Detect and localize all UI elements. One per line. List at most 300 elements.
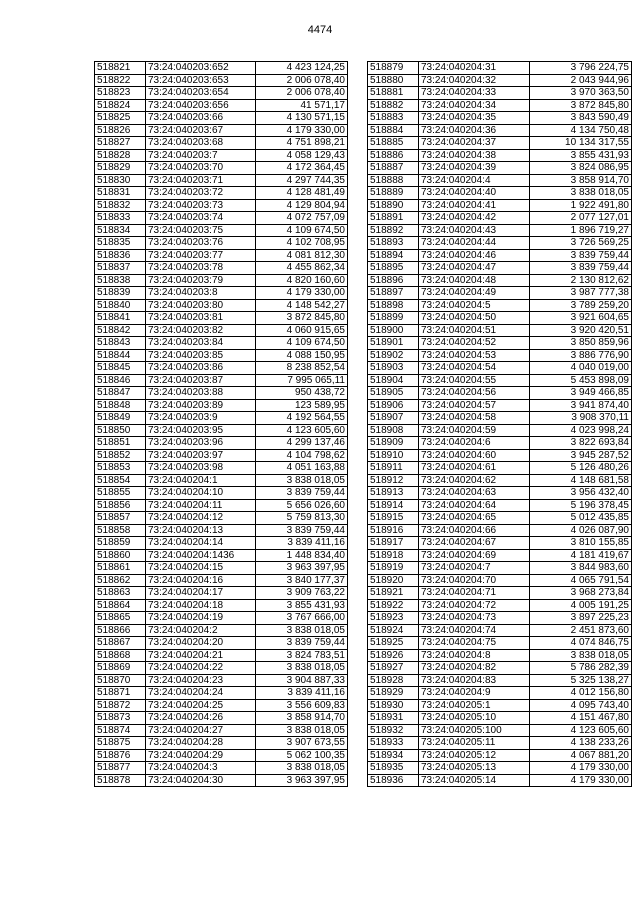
row-number-cell: 518868 [95,649,146,662]
row-number-cell: 518887 [368,162,419,175]
value-cell: 7 995 065,11 [256,374,348,387]
cadastral-number-cell: 73:24:040203:68 [146,137,256,150]
value-cell: 3 767 666,00 [256,612,348,625]
cadastral-number-cell: 73:24:040203:74 [146,212,256,225]
value-cell: 3 968 273,84 [530,587,632,600]
cadastral-number-cell: 73:24:040204:27 [146,724,256,737]
row-number-cell: 518882 [368,99,419,112]
cadastral-number-cell: 73:24:040205:10 [419,712,530,725]
row-number-cell: 518823 [95,87,146,100]
table-row [95,662,348,675]
cadastral-number-cell: 73:24:040204:35 [419,112,530,125]
row-number-cell: 518867 [95,637,146,650]
cadastral-number-cell: 73:24:040203:67 [146,124,256,137]
row-number-cell: 518852 [95,449,146,462]
value-cell: 3 921 604,65 [530,312,632,325]
table-row [95,199,348,212]
table-row [368,212,632,225]
table-row [95,612,348,625]
cadastral-number-cell: 73:24:040204:47 [419,262,530,275]
value-cell: 5 325 138,27 [530,674,632,687]
value-cell: 4 026 087,90 [530,524,632,537]
value-cell: 3 970 363,50 [530,87,632,100]
table-row [368,324,632,337]
value-cell: 3 838 018,05 [530,649,632,662]
row-number-cell: 518853 [95,462,146,475]
value-cell: 4 179 330,00 [256,287,348,300]
row-number-cell: 518911 [368,462,419,475]
value-cell: 5 196 378,45 [530,499,632,512]
table-row [368,99,632,112]
row-number-cell: 518934 [368,749,419,762]
row-number-cell: 518870 [95,674,146,687]
row-number-cell: 518897 [368,287,419,300]
table-row [95,499,348,512]
row-number-cell: 518881 [368,87,419,100]
row-number-cell: 518914 [368,499,419,512]
table-row [368,74,632,87]
cadastral-number-cell: 73:24:040204:21 [146,649,256,662]
cadastral-number-cell: 73:24:040203:73 [146,199,256,212]
value-cell: 3 839 759,44 [530,262,632,275]
table-row [368,662,632,675]
table-row [368,524,632,537]
table-row [368,599,632,612]
table-row [368,749,632,762]
cadastral-number-cell: 73:24:040204:18 [146,599,256,612]
cadastral-number-cell: 73:24:040204:64 [419,499,530,512]
registry-table-right [367,61,632,787]
row-number-cell: 518913 [368,487,419,500]
table-row [368,262,632,275]
row-number-cell: 518838 [95,274,146,287]
table-row [95,449,348,462]
row-number-cell: 518825 [95,112,146,125]
row-number-cell: 518833 [95,212,146,225]
table-row [368,199,632,212]
value-cell: 4 074 846,75 [530,637,632,650]
cadastral-number-cell: 73:24:040204:22 [146,662,256,675]
value-cell: 3 858 914,70 [530,174,632,187]
table-row [95,674,348,687]
value-cell: 4 123 605,60 [256,424,348,437]
cadastral-number-cell: 73:24:040204:30 [146,774,256,787]
value-cell: 4 065 791,54 [530,574,632,587]
value-cell: 4 423 124,25 [256,62,348,75]
row-number-cell: 518873 [95,712,146,725]
value-cell: 3 844 983,60 [530,562,632,575]
row-number-cell: 518876 [95,749,146,762]
cadastral-number-cell: 73:24:040204:41 [419,199,530,212]
table-row [95,537,348,550]
cadastral-number-cell: 73:24:040204:74 [419,624,530,637]
table-row [368,487,632,500]
table-row [368,237,632,250]
table-row [95,312,348,325]
row-number-cell: 518871 [95,687,146,700]
value-cell: 4 109 674,50 [256,337,348,350]
row-number-cell: 518824 [95,99,146,112]
cadastral-number-cell: 73:24:040203:9 [146,412,256,425]
cadastral-number-cell: 73:24:040204:29 [146,749,256,762]
row-number-cell: 518928 [368,674,419,687]
row-number-cell: 518935 [368,762,419,775]
table-row [95,337,348,350]
row-number-cell: 518858 [95,524,146,537]
row-number-cell: 518895 [368,262,419,275]
row-number-cell: 518910 [368,449,419,462]
table-row [95,99,348,112]
row-number-cell: 518844 [95,349,146,362]
row-number-cell: 518847 [95,387,146,400]
row-number-cell: 518827 [95,137,146,150]
row-number-cell: 518891 [368,212,419,225]
value-cell: 4 005 191,25 [530,599,632,612]
cadastral-number-cell: 73:24:040204:32 [419,74,530,87]
cadastral-number-cell: 73:24:040203:76 [146,237,256,250]
cadastral-number-cell: 73:24:040204:38 [419,149,530,162]
table-row [95,724,348,737]
value-cell: 4 095 743,40 [530,699,632,712]
cadastral-number-cell: 73:24:040204:19 [146,612,256,625]
table-row [95,262,348,275]
cadastral-number-cell: 73:24:040203:97 [146,449,256,462]
value-cell: 3 838 018,05 [256,624,348,637]
table-row [368,399,632,412]
table-row [368,687,632,700]
cadastral-number-cell: 73:24:040203:85 [146,349,256,362]
table-row [95,687,348,700]
row-number-cell: 518828 [95,149,146,162]
row-number-cell: 518826 [95,124,146,137]
row-number-cell: 518926 [368,649,419,662]
value-cell: 3 838 018,05 [530,187,632,200]
row-number-cell: 518921 [368,587,419,600]
cadastral-number-cell: 73:24:040203:66 [146,112,256,125]
value-cell: 3 949 466,85 [530,387,632,400]
row-number-cell: 518840 [95,299,146,312]
cadastral-number-cell: 73:24:040204:5 [419,299,530,312]
table-row [368,549,632,562]
table-row [95,374,348,387]
table-row [368,474,632,487]
cadastral-number-cell: 73:24:040203:656 [146,99,256,112]
cadastral-number-cell: 73:24:040204:9 [419,687,530,700]
table-row [95,274,348,287]
cadastral-number-cell: 73:24:040204:6 [419,437,530,450]
registry-table-left [94,61,348,787]
cadastral-number-cell: 73:24:040204:57 [419,399,530,412]
row-number-cell: 518900 [368,324,419,337]
value-cell: 4 172 364,45 [256,162,348,175]
table-row [368,112,632,125]
cadastral-number-cell: 73:24:040204:13 [146,524,256,537]
table-row [368,612,632,625]
value-cell: 4 179 330,00 [256,124,348,137]
cadastral-number-cell: 73:24:040204:23 [146,674,256,687]
table-row [368,137,632,150]
cadastral-number-cell: 73:24:040204:49 [419,287,530,300]
table-row [95,574,348,587]
value-cell: 5 759 813,30 [256,512,348,525]
value-cell: 3 855 431,93 [256,599,348,612]
table-row [95,362,348,375]
value-cell: 3 909 763,22 [256,587,348,600]
row-number-cell: 518890 [368,199,419,212]
value-cell: 3 839 759,44 [530,249,632,262]
table-row [95,62,348,75]
cadastral-number-cell: 73:24:040203:98 [146,462,256,475]
row-number-cell: 518830 [95,174,146,187]
value-cell: 3 907 673,55 [256,737,348,750]
cadastral-number-cell: 73:24:040204:15 [146,562,256,575]
cadastral-number-cell: 73:24:040204:24 [146,687,256,700]
cadastral-number-cell: 73:24:040203:71 [146,174,256,187]
table-row [368,387,632,400]
cadastral-number-cell: 73:24:040204:83 [419,674,530,687]
table-row [95,212,348,225]
table-row [368,562,632,575]
row-number-cell: 518821 [95,62,146,75]
value-cell: 123 589,95 [256,399,348,412]
row-number-cell: 518922 [368,599,419,612]
cadastral-number-cell: 73:24:040204:8 [419,649,530,662]
table-row [95,149,348,162]
cadastral-number-cell: 73:24:040204:25 [146,699,256,712]
value-cell: 3 726 569,25 [530,237,632,250]
row-number-cell: 518875 [95,737,146,750]
value-cell: 5 453 898,09 [530,374,632,387]
table-row [95,587,348,600]
table-row [95,512,348,525]
table-row [368,287,632,300]
value-cell: 3 838 018,05 [256,762,348,775]
table-row [95,74,348,87]
cadastral-number-cell: 73:24:040204:48 [419,274,530,287]
table-row [95,349,348,362]
cadastral-number-cell: 73:24:040205:13 [419,762,530,775]
row-number-cell: 518884 [368,124,419,137]
value-cell: 3 963 397,95 [256,774,348,787]
cadastral-number-cell: 73:24:040203:86 [146,362,256,375]
row-number-cell: 518924 [368,624,419,637]
row-number-cell: 518842 [95,324,146,337]
table-row [368,499,632,512]
table-row [368,649,632,662]
table-row [368,712,632,725]
table-row [368,162,632,175]
table-row [95,637,348,650]
cadastral-number-cell: 73:24:040204:31 [419,62,530,75]
row-number-cell: 518851 [95,437,146,450]
value-cell: 3 920 420,51 [530,324,632,337]
row-number-cell: 518931 [368,712,419,725]
row-number-cell: 518863 [95,587,146,600]
value-cell: 2 006 078,40 [256,87,348,100]
row-number-cell: 518908 [368,424,419,437]
table-row [95,174,348,187]
row-number-cell: 518834 [95,224,146,237]
cadastral-number-cell: 73:24:040203:70 [146,162,256,175]
value-cell: 5 126 480,26 [530,462,632,475]
cadastral-number-cell: 73:24:040205:11 [419,737,530,750]
registry-table-right-body [368,62,632,787]
row-number-cell: 518866 [95,624,146,637]
row-number-cell: 518905 [368,387,419,400]
row-number-cell: 518930 [368,699,419,712]
table-row [368,174,632,187]
table-row [95,437,348,450]
value-cell: 950 438,72 [256,387,348,400]
value-cell: 3 908 370,11 [530,412,632,425]
value-cell: 4 192 564,55 [256,412,348,425]
row-number-cell: 518829 [95,162,146,175]
value-cell: 1 448 834,40 [256,549,348,562]
value-cell: 3 872 845,80 [256,312,348,325]
value-cell: 3 839 759,44 [256,487,348,500]
cadastral-number-cell: 73:24:040204:44 [419,237,530,250]
table-row [95,524,348,537]
row-number-cell: 518865 [95,612,146,625]
value-cell: 3 838 018,05 [256,724,348,737]
row-number-cell: 518843 [95,337,146,350]
cadastral-number-cell: 73:24:040204:43 [419,224,530,237]
row-number-cell: 518896 [368,274,419,287]
cadastral-number-cell: 73:24:040204:33 [419,87,530,100]
row-number-cell: 518862 [95,574,146,587]
row-number-cell: 518903 [368,362,419,375]
cadastral-number-cell: 73:24:040203:88 [146,387,256,400]
value-cell: 4 148 542,27 [256,299,348,312]
cadastral-number-cell: 73:24:040204:12 [146,512,256,525]
cadastral-number-cell: 73:24:040204:7 [419,562,530,575]
table-row [95,712,348,725]
table-row [95,287,348,300]
table-row [95,774,348,787]
cadastral-number-cell: 73:24:040204:65 [419,512,530,525]
cadastral-number-cell: 73:24:040205:12 [419,749,530,762]
row-number-cell: 518892 [368,224,419,237]
value-cell: 3 872 845,80 [530,99,632,112]
cadastral-number-cell: 73:24:040204:67 [419,537,530,550]
row-number-cell: 518850 [95,424,146,437]
table-row [368,312,632,325]
row-number-cell: 518848 [95,399,146,412]
cadastral-number-cell: 73:24:040204:16 [146,574,256,587]
value-cell: 4 179 330,00 [530,774,632,787]
value-cell: 2 077 127,01 [530,212,632,225]
table-row [95,487,348,500]
row-number-cell: 518861 [95,562,146,575]
value-cell: 8 238 852,54 [256,362,348,375]
row-number-cell: 518936 [368,774,419,787]
cadastral-number-cell: 73:24:040203:79 [146,274,256,287]
cadastral-number-cell: 73:24:040204:20 [146,637,256,650]
cadastral-number-cell: 73:24:040204:66 [419,524,530,537]
table-row [368,449,632,462]
value-cell: 3 858 914,70 [256,712,348,725]
row-number-cell: 518915 [368,512,419,525]
row-number-cell: 518839 [95,287,146,300]
row-number-cell: 518933 [368,737,419,750]
cadastral-number-cell: 73:24:040204:39 [419,162,530,175]
table-row [95,737,348,750]
value-cell: 3 840 177,37 [256,574,348,587]
table-row [95,762,348,775]
value-cell: 3 843 590,49 [530,112,632,125]
row-number-cell: 518841 [95,312,146,325]
row-number-cell: 518917 [368,537,419,550]
table-row [95,749,348,762]
value-cell: 4 751 898,21 [256,137,348,150]
value-cell: 2 451 873,60 [530,624,632,637]
table-row [95,224,348,237]
row-number-cell: 518837 [95,262,146,275]
cadastral-number-cell: 73:24:040204:60 [419,449,530,462]
row-number-cell: 518855 [95,487,146,500]
table-row [95,237,348,250]
table-row [95,599,348,612]
value-cell: 4 072 757,09 [256,212,348,225]
cadastral-number-cell: 73:24:040204:37 [419,137,530,150]
value-cell: 4 058 129,43 [256,149,348,162]
value-cell: 3 838 018,05 [256,662,348,675]
cadastral-number-cell: 73:24:040204:51 [419,324,530,337]
table-row [368,674,632,687]
value-cell: 3 822 693,84 [530,437,632,450]
cadastral-number-cell: 73:24:040203:81 [146,312,256,325]
table-row [95,462,348,475]
cadastral-number-cell: 73:24:040203:7 [146,149,256,162]
cadastral-number-cell: 73:24:040203:77 [146,249,256,262]
value-cell: 3 839 411,16 [256,537,348,550]
cadastral-number-cell: 73:24:040204:53 [419,349,530,362]
cadastral-number-cell: 73:24:040204:72 [419,599,530,612]
row-number-cell: 518899 [368,312,419,325]
cadastral-number-cell: 73:24:040204:1 [146,474,256,487]
cadastral-number-cell: 73:24:040204:63 [419,487,530,500]
value-cell: 2 043 944,96 [530,74,632,87]
table-row [368,699,632,712]
row-number-cell: 518845 [95,362,146,375]
value-cell: 4 148 681,58 [530,474,632,487]
value-cell: 4 102 708,95 [256,237,348,250]
row-number-cell: 518906 [368,399,419,412]
table-row [95,187,348,200]
table-row [368,637,632,650]
table-row [95,324,348,337]
cadastral-number-cell: 73:24:040204:54 [419,362,530,375]
value-cell: 4 181 419,67 [530,549,632,562]
row-number-cell: 518857 [95,512,146,525]
cadastral-number-cell: 73:24:040203:89 [146,399,256,412]
value-cell: 4 455 862,34 [256,262,348,275]
value-cell: 10 134 317,55 [530,137,632,150]
row-number-cell: 518832 [95,199,146,212]
value-cell: 3 855 431,93 [530,149,632,162]
table-row [95,112,348,125]
table-row [368,337,632,350]
row-number-cell: 518878 [95,774,146,787]
row-number-cell: 518822 [95,74,146,87]
table-row [368,124,632,137]
table-row [368,462,632,475]
row-number-cell: 518831 [95,187,146,200]
table-row [95,299,348,312]
row-number-cell: 518860 [95,549,146,562]
row-number-cell: 518864 [95,599,146,612]
value-cell: 4 297 744,35 [256,174,348,187]
